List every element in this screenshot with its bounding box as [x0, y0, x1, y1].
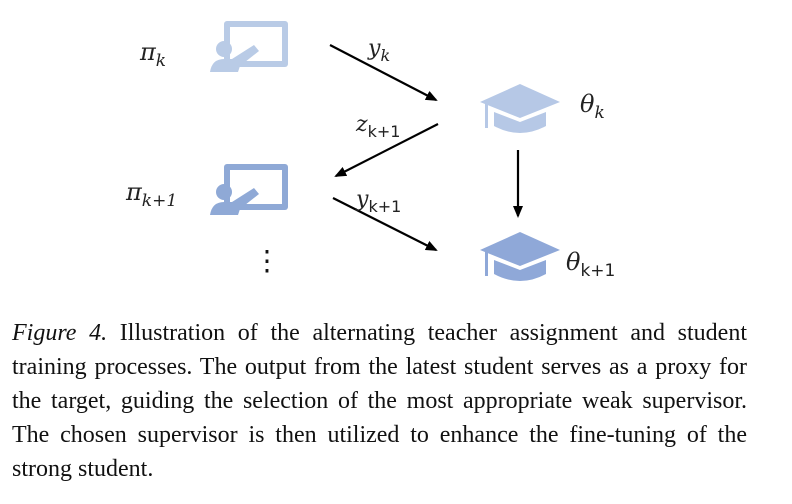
label-pi-k: $\pi_k$	[140, 38, 167, 71]
label-theta-k: $\theta_k$	[580, 90, 605, 123]
graduation-cap-icon	[480, 84, 560, 133]
figure-caption	[12, 316, 747, 486]
teacher-board-icon	[210, 21, 288, 72]
caption-text: Illustration of the alternating teacher assignment and student training processes. The output from the latest student serves as a proxy for the target, guiding the selection of the most appropriate weak supervisor. The chosen supervisor is then utilized to enhance the fine-tuning of the strong student.	[12, 320, 748, 482]
label-pi-k1: $\pi_{k+1}$	[126, 178, 178, 211]
label-theta-k1: $\theta_{k+1}$	[566, 248, 616, 281]
graduation-cap-icon	[480, 232, 560, 281]
label-y-k: $y_k$	[368, 36, 391, 65]
ellipsis: ⋮	[253, 244, 281, 277]
teacher-board-icon	[210, 164, 288, 215]
label-y-k1: $y_{k+1}$	[356, 187, 402, 216]
figure-label: Figure 4.	[12, 320, 108, 346]
label-z-k1: $z_{k+1}$	[356, 112, 401, 141]
